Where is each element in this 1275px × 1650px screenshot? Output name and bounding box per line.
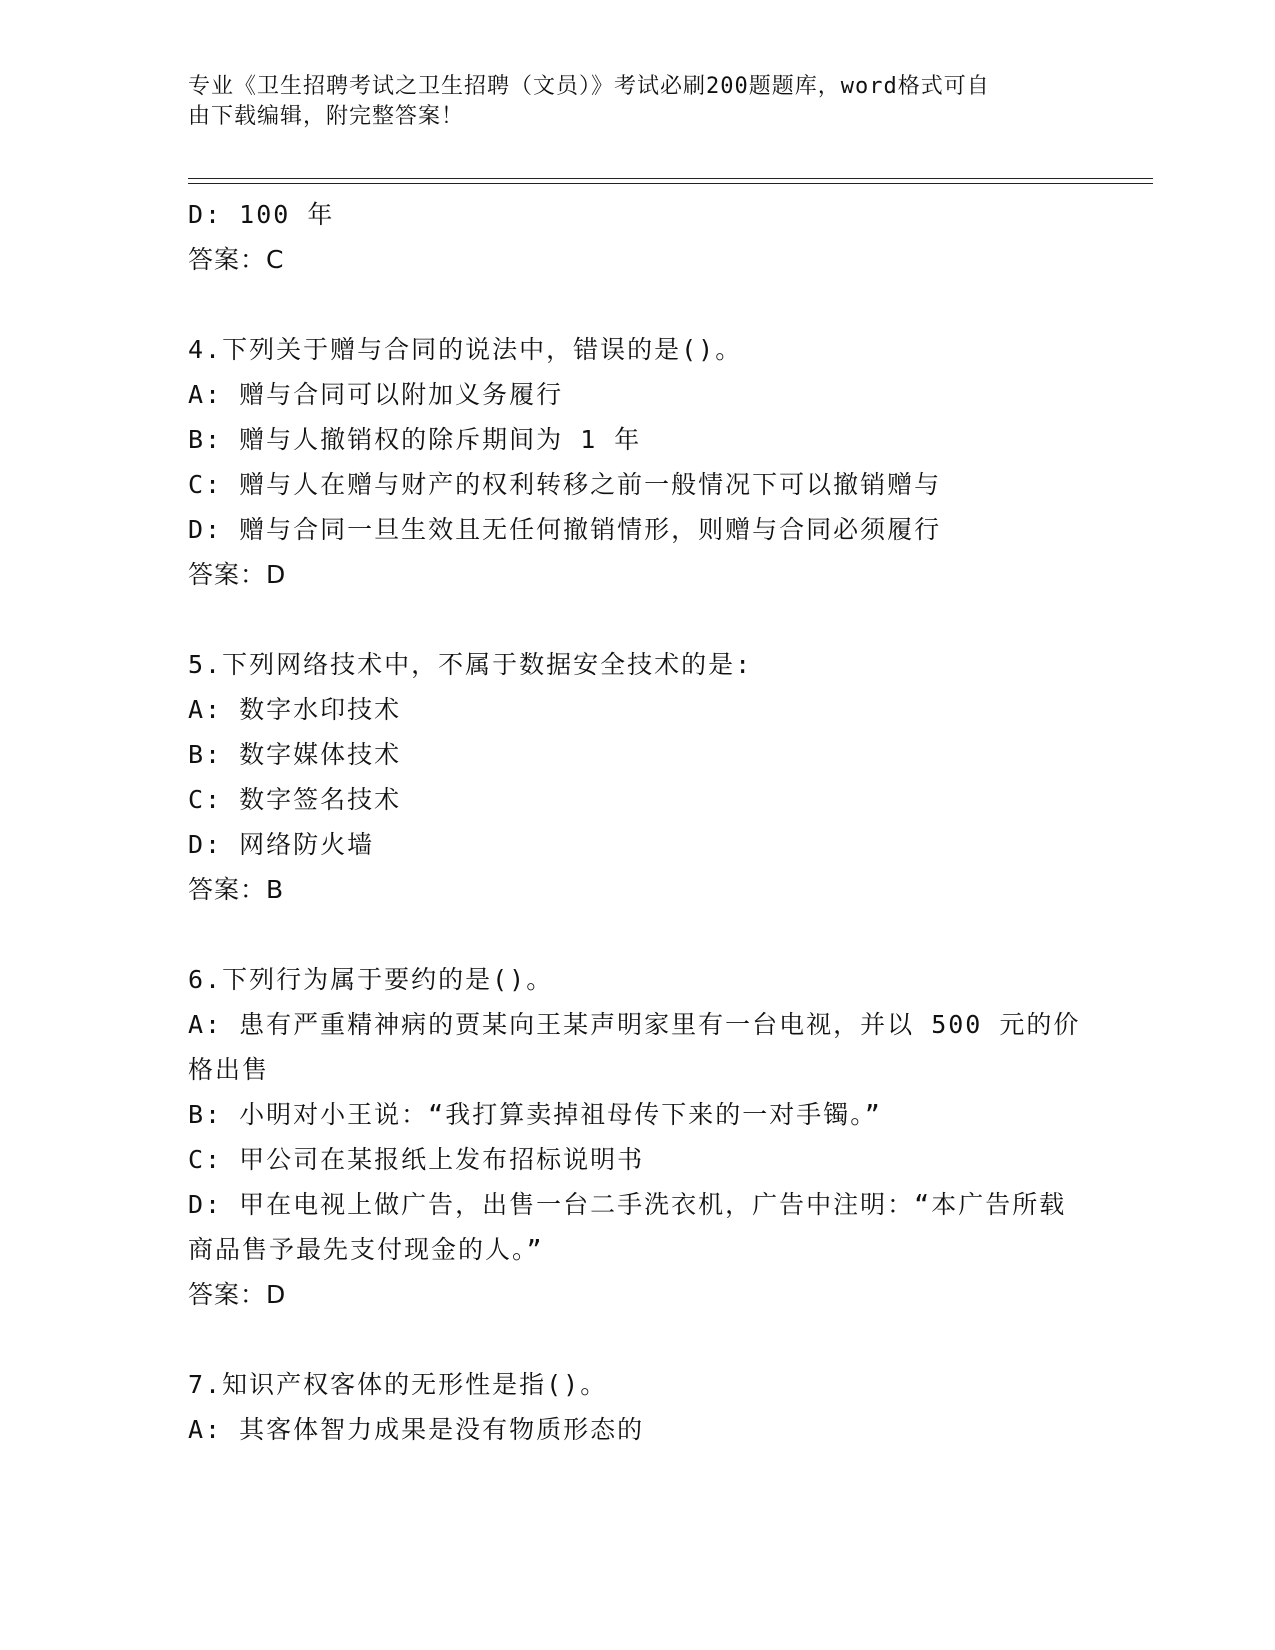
option-c: C: 赠与人在赠与财产的权利转移之前一般情况下可以撤销赠与 [188, 470, 942, 499]
option-d: D: 赠与合同一旦生效且无任何撤销情形，则赠与合同必须履行 [188, 515, 942, 544]
spacer [188, 912, 1088, 957]
question-block [188, 327, 1088, 597]
option-c: C: 甲公司在某报纸上发布招标说明书 [188, 1145, 645, 1174]
answer-line: 答案：D [188, 560, 287, 589]
question-stem: 5.下列网络技术中，不属于数据安全技术的是: [188, 650, 753, 679]
question-stem: 4.下列关于赠与合同的说法中，错误的是()。 [188, 335, 743, 364]
spacer [188, 597, 1088, 642]
option-a: A: 数字水印技术 [188, 695, 402, 724]
header-line-1: 专业《卫生招聘考试之卫生招聘（文员）》考试必刷200题题库，word格式可自 [188, 74, 990, 99]
carryover-option-d: D: 100 年 [188, 200, 335, 229]
option-a: A: 患有严重精神病的贾某向王某声明家里有一台电视，并以 500 元的价格出售 [188, 1010, 1081, 1084]
spacer [188, 282, 1088, 327]
option-d: D: 网络防火墙 [188, 830, 375, 859]
option-d: D: 甲在电视上做广告，出售一台二手洗衣机，广告中注明：“本广告所载商品售予最先支付现金的人。” [188, 1190, 1067, 1264]
option-a: A: 赠与合同可以附加义务履行 [188, 380, 564, 409]
option-c: C: 数字签名技术 [188, 785, 402, 814]
document-body [188, 192, 1088, 1452]
spacer [188, 1317, 1088, 1362]
answer-line: 答案：B [188, 875, 285, 904]
carryover-answer: 答案：C [188, 245, 285, 274]
question-block [188, 1362, 1088, 1452]
header-line-2: 由下载编辑，附完整答案！ [188, 104, 465, 129]
option-b: B: 小明对小王说：“我打算卖掉祖母传下来的一对手镯。” [188, 1100, 882, 1129]
header-divider-top [188, 178, 1153, 179]
answer-line: 答案：D [188, 1280, 287, 1309]
question-block [188, 642, 1088, 912]
header-divider-bottom [188, 183, 1153, 184]
question-stem: 6.下列行为属于要约的是()。 [188, 965, 554, 994]
document-header [188, 72, 1068, 132]
option-b: B: 赠与人撤销权的除斥期间为 1 年 [188, 425, 642, 454]
question-block [188, 957, 1088, 1317]
option-b: B: 数字媒体技术 [188, 740, 402, 769]
question-stem: 7.知识产权客体的无形性是指()。 [188, 1370, 608, 1399]
option-a: A: 其客体智力成果是没有物质形态的 [188, 1415, 645, 1444]
